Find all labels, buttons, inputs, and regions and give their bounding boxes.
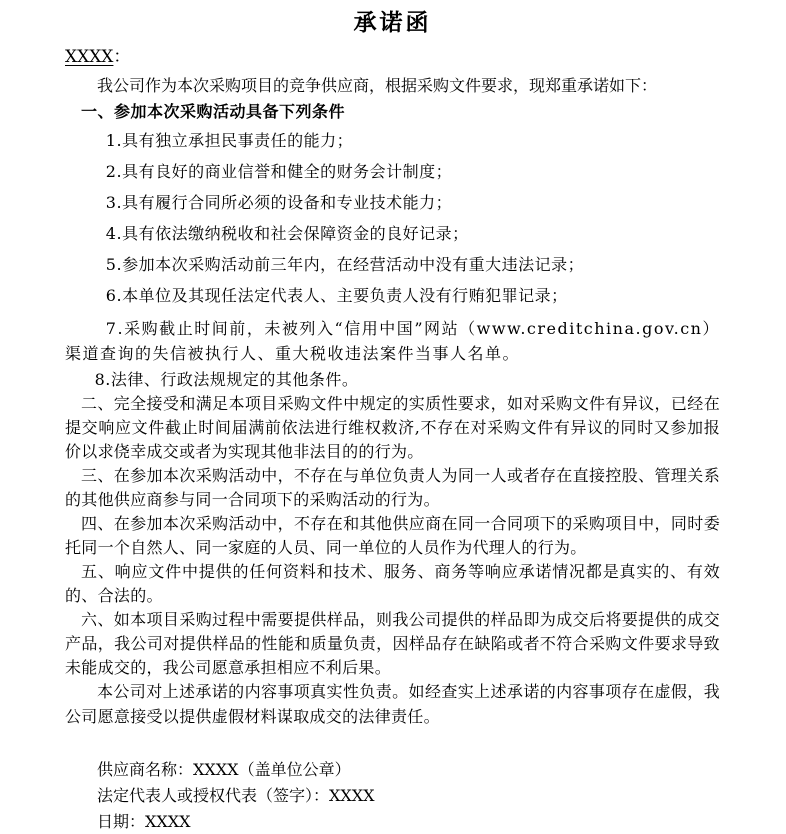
salutation-addressee: XXXX (65, 47, 114, 67)
intro-paragraph: 我公司作为本次采购项目的竞争供应商，根据采购文件要求，现郑重承诺如下： (97, 76, 658, 95)
salutation-line (65, 46, 720, 69)
section-paragraph-2: 二、完全接受和满足本项目采购文件中规定的实质性要求，如对采购文件有异议，已经在提交响应文件截止时间届满前依法进行维权救济,不存在对采购文件有异议的同时又参加报价以求侥幸成交或者为实现其他非法目的的行为。 (65, 394, 720, 461)
condition-item-8: 8.法律、行政法规规定的其他条件。 (94, 370, 359, 389)
document-title: 承诺函 (353, 9, 432, 36)
condition-item-2: 2.具有良好的商业信誉和健全的财务会计制度； (105, 162, 453, 181)
condition-item-6: 6.本单位及其现任法定代表人、主要负责人没有行贿犯罪记录； (105, 286, 568, 305)
signature-representative-line: 法定代表人或授权代表（签字）：XXXX (97, 786, 375, 805)
section-one-heading: 一、参加本次采购活动具备下列条件 (81, 102, 346, 121)
section-paragraph-3: 三、在参加本次采购活动中，不存在与单位负责人为同一人或者存在直接控股、管理关系的其他供应商参与同一合同项下的采购活动的行为。 (65, 466, 720, 509)
condition-item-3: 3.具有履行合同所必须的设备和专业技术能力； (105, 193, 453, 212)
condition-item-7: 7.采购截止时间前，未被列入“信用中国”网站（www.creditchina.gov.cn）渠道查询的失信被执行人、重大税收违法案件当事人名单。 (65, 319, 720, 363)
signature-block (65, 757, 720, 834)
condition-item-1: 1.具有独立承担民事责任的能力； (105, 131, 354, 150)
signature-date-line: 日期：XXXX (97, 812, 191, 831)
signature-supplier-line: 供应商名称：XXXX（盖单位公章） (97, 760, 351, 779)
section-paragraph-5: 五、响应文件中提供的任何资料和技术、服务、商务等响应承诺情况都是真实的、有效的、合法的。 (65, 562, 720, 605)
closing-paragraph: 本公司对上述承诺的内容事项真实性负责。如经查实上述承诺的内容事项存在虚假，我公司愿意接受以提供虚假材料谋取成交的法律责任。 (65, 682, 720, 726)
section-paragraph-6: 六、如本项目采购过程中需要提供样品，则我公司提供的样品即为成交后将要提供的成交产品，我公司对提供样品的性能和质量负责，因样品存在缺陷或者不符合采购文件要求导致未能成交的，我公司愿意承担相应不利后果。 (65, 610, 720, 677)
condition-item-4: 4.具有依法缴纳税收和社会保障资金的良好记录； (105, 224, 469, 243)
salutation-colon: ： (113, 47, 131, 67)
condition-item-5: 5.参加本次采购活动前三年内，在经营活动中没有重大违法记录； (105, 255, 585, 274)
section-paragraph-4: 四、在参加本次采购活动中，不存在和其他供应商在同一合同项下的采购项目中，同时委托同一个自然人、同一家庭的人员、同一单位的人员作为代理人的行为。 (65, 514, 720, 557)
